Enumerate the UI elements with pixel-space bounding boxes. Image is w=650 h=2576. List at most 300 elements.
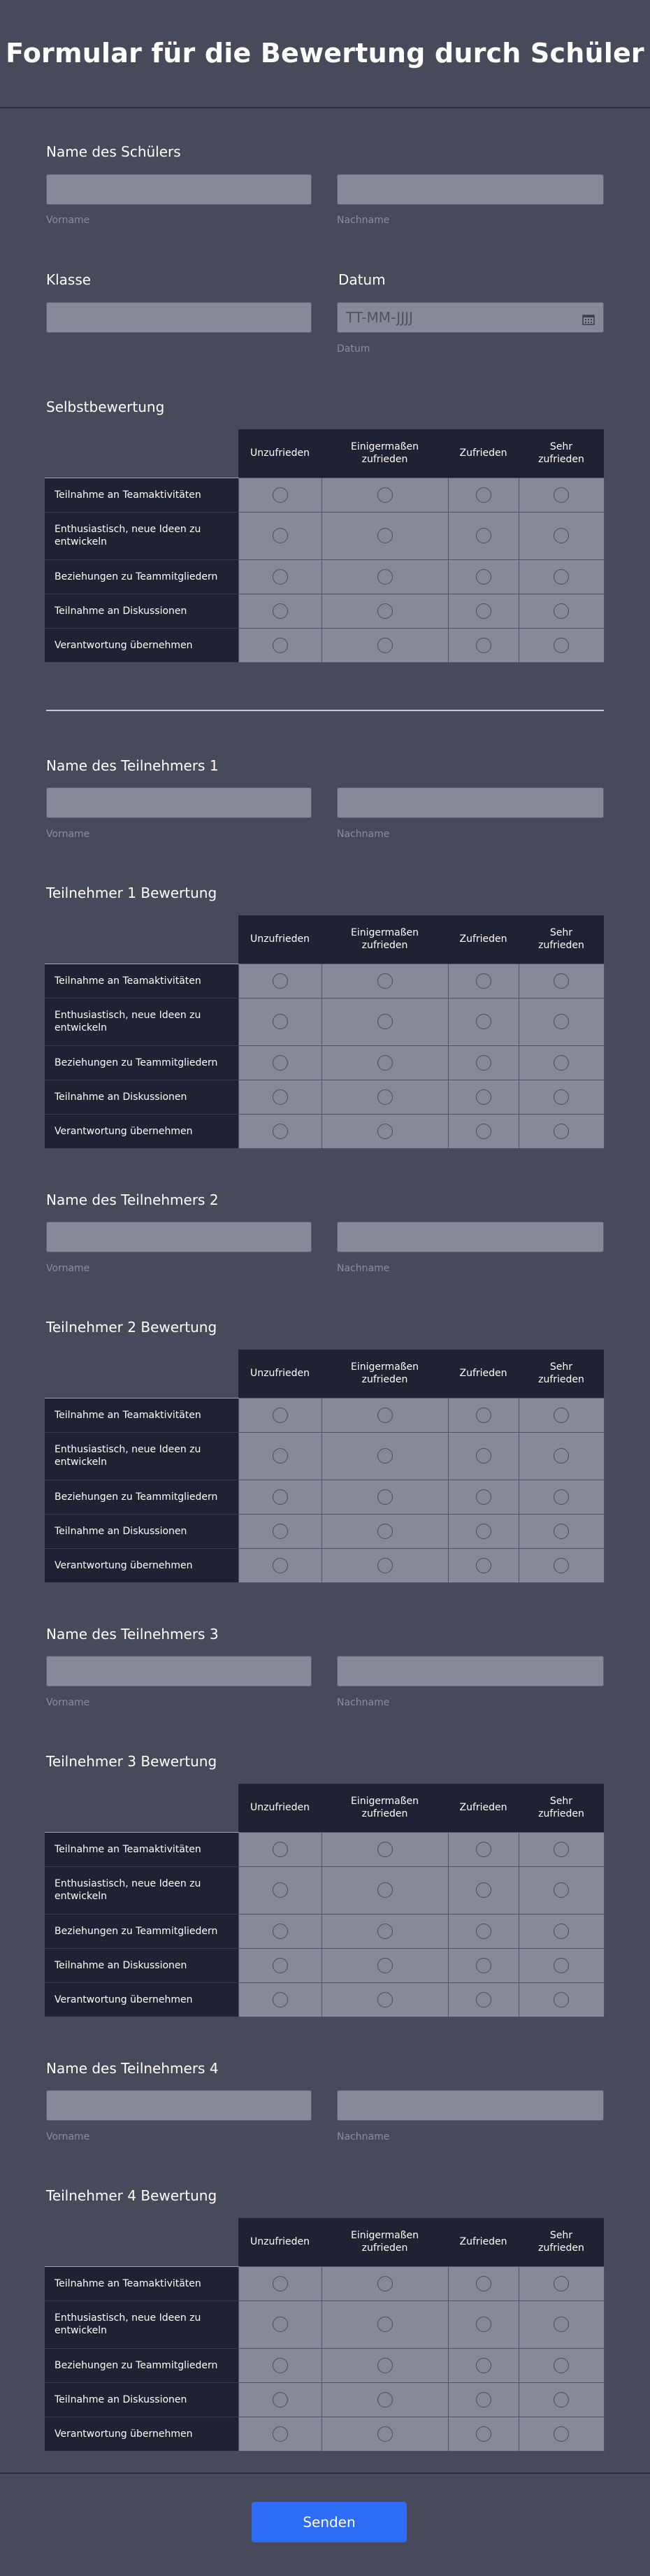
p1-radio-3-zufrieden[interactable] (476, 1055, 491, 1071)
matrix-cell (448, 998, 519, 1045)
p3-radio-3-einigermassen[interactable] (377, 1924, 393, 1939)
p2-radio-4-einigermassen[interactable] (377, 1524, 393, 1539)
p1-radio-1-sehr[interactable] (554, 973, 569, 989)
participant-2-last-name-sublabel: Nachname (337, 1263, 390, 1274)
matrix-row-label: Teilnahme an Teamaktivitäten (45, 964, 238, 998)
matrix-row-label: Teilnahme an Diskussionen (45, 1080, 238, 1114)
p4-radio-2-sehr[interactable] (554, 2317, 569, 2332)
p3-radio-4-zufrieden[interactable] (476, 1958, 491, 1973)
matrix-row (45, 1514, 604, 1548)
matrix-row (45, 1832, 604, 1866)
p3-radio-2-einigermassen[interactable] (377, 1882, 393, 1898)
matrix-row (45, 1045, 604, 1080)
submit-button[interactable]: Senden (252, 2502, 407, 2542)
matrix-cell (238, 2266, 322, 2300)
p1-radio-2-sehr[interactable] (554, 1014, 569, 1029)
matrix-cell (519, 559, 604, 594)
matrix-cell (238, 998, 322, 1045)
p1-radio-2-zufrieden[interactable] (476, 1014, 491, 1029)
p2-radio-1-zufrieden[interactable] (476, 1408, 491, 1423)
matrix-cell (519, 1948, 604, 1982)
calendar-icon[interactable] (582, 312, 595, 323)
self-radio-5-zufrieden[interactable] (476, 638, 491, 653)
self-evaluation-matrix (45, 429, 605, 663)
p4-radio-2-einigermassen[interactable] (377, 2317, 393, 2332)
p2-radio-2-zufrieden[interactable] (476, 1448, 491, 1464)
p4-radio-2-zufrieden[interactable] (476, 2317, 491, 2332)
matrix-row (45, 1480, 604, 1514)
matrix-column-header: Einigermaßen zufrieden (322, 915, 448, 964)
matrix-row (45, 1398, 604, 1432)
p3-radio-1-sehr[interactable] (554, 1842, 569, 1857)
matrix-cell (448, 1480, 519, 1514)
matrix-cell (238, 2417, 322, 2451)
participant-3-last-name-sublabel: Nachname (337, 1697, 390, 1708)
p2-radio-4-sehr[interactable] (554, 1524, 569, 1539)
p3-radio-2-unzufrieden[interactable] (273, 1882, 288, 1898)
participant-2-first-name-input[interactable] (46, 1222, 312, 1252)
matrix-row (45, 559, 604, 594)
participant-4-evaluation-matrix (45, 2218, 605, 2452)
p1-radio-3-unzufrieden[interactable] (273, 1055, 288, 1071)
p1-radio-4-unzufrieden[interactable] (273, 1089, 288, 1105)
participant-2-evaluation-label: Teilnehmer 2 Bewertung (46, 1319, 217, 1336)
matrix-cell (448, 2348, 519, 2382)
p3-radio-3-zufrieden[interactable] (476, 1924, 491, 1939)
matrix-row (45, 512, 604, 559)
p1-radio-4-einigermassen[interactable] (377, 1089, 393, 1105)
matrix-column-header: Unzufrieden (238, 915, 322, 964)
page-title: Formular für die Bewertung durch Schüler (6, 37, 644, 69)
matrix-column-header: Einigermaßen zufrieden (322, 1350, 448, 1398)
matrix-row-label: Enthusiastisch, neue Ideen zu entwickeln (45, 1866, 238, 1914)
p1-radio-4-sehr[interactable] (554, 1089, 569, 1105)
p3-radio-1-unzufrieden[interactable] (273, 1842, 288, 1857)
participant-2-first-name-sublabel: Vorname (46, 1263, 90, 1274)
student-last-name-input[interactable] (337, 174, 604, 205)
p2-radio-3-sehr[interactable] (554, 1489, 569, 1505)
p1-radio-2-einigermassen[interactable] (377, 1014, 393, 1029)
matrix-cell (519, 1514, 604, 1548)
participant-1-evaluation-label: Teilnehmer 1 Bewertung (46, 885, 217, 901)
p2-radio-5-einigermassen[interactable] (377, 1558, 393, 1573)
matrix-row (45, 1914, 604, 1948)
p1-radio-5-unzufrieden[interactable] (273, 1124, 288, 1139)
matrix-row (45, 1982, 604, 2017)
matrix-cell (322, 559, 448, 594)
matrix-cell (322, 2382, 448, 2417)
matrix-cell (519, 1114, 604, 1148)
matrix-cell (448, 1432, 519, 1480)
matrix-cell (238, 1866, 322, 1914)
matrix-column-header: Sehr zufrieden (519, 1784, 604, 1832)
matrix-column-header: Unzufrieden (238, 1784, 322, 1832)
participant-2-evaluation-matrix (45, 1350, 605, 1583)
p3-radio-5-sehr[interactable] (554, 1992, 569, 2008)
matrix-column-header: Sehr zufrieden (519, 915, 604, 964)
p3-radio-5-einigermassen[interactable] (377, 1992, 393, 2008)
matrix-cell (448, 2417, 519, 2451)
participant-1-last-name-input[interactable] (337, 787, 604, 818)
p2-radio-3-unzufrieden[interactable] (273, 1489, 288, 1505)
date-label: Datum (338, 271, 386, 288)
matrix-cell (519, 2382, 604, 2417)
form-header (0, 0, 650, 108)
p3-radio-4-sehr[interactable] (554, 1958, 569, 1973)
matrix-cell (519, 478, 604, 512)
matrix-cell (322, 2348, 448, 2382)
p3-radio-3-unzufrieden[interactable] (273, 1924, 288, 1939)
matrix-cell (238, 594, 322, 628)
p1-radio-1-zufrieden[interactable] (476, 973, 491, 989)
matrix-cell (322, 1114, 448, 1148)
self-radio-2-einigermassen[interactable] (377, 528, 393, 543)
self-radio-4-zufrieden[interactable] (476, 603, 491, 619)
matrix-cell (448, 1114, 519, 1148)
matrix-column-header: Einigermaßen zufrieden (322, 1784, 448, 1832)
p4-radio-1-sehr[interactable] (554, 2276, 569, 2291)
participant-4-evaluation-label: Teilnehmer 4 Bewertung (46, 2187, 217, 2204)
p4-radio-2-unzufrieden[interactable] (273, 2317, 288, 2332)
participant-4-first-name-sublabel: Vorname (46, 2131, 90, 2142)
matrix-cell (448, 2382, 519, 2417)
participant-3-last-name-input[interactable] (337, 1656, 604, 1687)
matrix-cell (322, 998, 448, 1045)
self-radio-3-sehr[interactable] (554, 569, 569, 585)
matrix-row (45, 1948, 604, 1982)
matrix-cell (448, 964, 519, 998)
matrix-cell (322, 1514, 448, 1548)
matrix-corner (45, 1784, 238, 1832)
matrix-row (45, 628, 604, 662)
self-radio-1-sehr[interactable] (554, 487, 569, 503)
participant-4-name-label: Name des Teilnehmers 4 (46, 2060, 219, 2077)
matrix-cell (238, 1480, 322, 1514)
matrix-cell (322, 1866, 448, 1914)
student-name-label: Name des Schülers (46, 143, 181, 160)
self-radio-3-zufrieden[interactable] (476, 569, 491, 585)
matrix-cell (238, 1548, 322, 1582)
p4-radio-3-einigermassen[interactable] (377, 2358, 393, 2373)
matrix-row-label: Enthusiastisch, neue Ideen zu entwickeln (45, 2300, 238, 2348)
matrix-cell (448, 2266, 519, 2300)
self-radio-4-unzufrieden[interactable] (273, 603, 288, 619)
matrix-cell (322, 2417, 448, 2451)
p4-radio-4-unzufrieden[interactable] (273, 2392, 288, 2407)
p3-radio-5-unzufrieden[interactable] (273, 1992, 288, 2008)
p3-radio-4-unzufrieden[interactable] (273, 1958, 288, 1973)
matrix-cell (238, 1080, 322, 1114)
p1-radio-2-unzufrieden[interactable] (273, 1014, 288, 1029)
self-radio-1-zufrieden[interactable] (476, 487, 491, 503)
participant-4-last-name-sublabel: Nachname (337, 2131, 390, 2142)
p1-radio-5-zufrieden[interactable] (476, 1124, 491, 1139)
matrix-cell (448, 559, 519, 594)
participant-1-name-label: Name des Teilnehmers 1 (46, 757, 219, 774)
self-radio-2-unzufrieden[interactable] (273, 528, 288, 543)
matrix-cell (448, 1832, 519, 1866)
matrix-cell (519, 1080, 604, 1114)
matrix-cell (519, 2266, 604, 2300)
matrix-row-label: Teilnahme an Teamaktivitäten (45, 478, 238, 512)
matrix-cell (322, 628, 448, 662)
matrix-column-header: Unzufrieden (238, 2218, 322, 2266)
matrix-cell (519, 2417, 604, 2451)
matrix-cell (448, 1514, 519, 1548)
self-radio-1-unzufrieden[interactable] (273, 487, 288, 503)
matrix-row (45, 1866, 604, 1914)
participant-1-first-name-input[interactable] (46, 787, 312, 818)
self-radio-3-einigermassen[interactable] (377, 569, 393, 585)
matrix-row (45, 2266, 604, 2300)
date-sublabel: Datum (337, 343, 370, 355)
matrix-cell (238, 559, 322, 594)
p1-radio-4-zufrieden[interactable] (476, 1089, 491, 1105)
matrix-cell (519, 2300, 604, 2348)
p4-radio-3-zufrieden[interactable] (476, 2358, 491, 2373)
matrix-cell (322, 1432, 448, 1480)
matrix-column-header: Unzufrieden (238, 1350, 322, 1398)
matrix-cell (238, 1432, 322, 1480)
matrix-cell (448, 1045, 519, 1080)
matrix-row-label: Teilnahme an Teamaktivitäten (45, 2266, 238, 2300)
p2-radio-1-sehr[interactable] (554, 1408, 569, 1423)
matrix-row (45, 964, 604, 998)
matrix-row-label: Verantwortung übernehmen (45, 1548, 238, 1582)
p3-radio-4-einigermassen[interactable] (377, 1958, 393, 1973)
matrix-cell (322, 1398, 448, 1432)
matrix-cell (238, 964, 322, 998)
p3-radio-2-sehr[interactable] (554, 1882, 569, 1898)
matrix-corner (45, 915, 238, 964)
matrix-row (45, 2382, 604, 2417)
participant-3-first-name-input[interactable] (46, 1656, 312, 1687)
self-radio-3-unzufrieden[interactable] (273, 569, 288, 585)
matrix-cell (519, 1432, 604, 1480)
p2-radio-2-sehr[interactable] (554, 1448, 569, 1464)
matrix-cell (238, 512, 322, 559)
matrix-row (45, 1432, 604, 1480)
matrix-cell (322, 594, 448, 628)
matrix-column-header: Zufrieden (448, 1784, 519, 1832)
p4-radio-1-zufrieden[interactable] (476, 2276, 491, 2291)
p1-radio-5-sehr[interactable] (554, 1124, 569, 1139)
p3-radio-3-sehr[interactable] (554, 1924, 569, 1939)
matrix-cell (238, 1948, 322, 1982)
matrix-cell (238, 478, 322, 512)
p4-radio-3-unzufrieden[interactable] (273, 2358, 288, 2373)
participant-4-last-name-input[interactable] (337, 2090, 604, 2121)
matrix-cell (322, 1948, 448, 1982)
p4-radio-4-sehr[interactable] (554, 2392, 569, 2407)
matrix-row-label: Verantwortung übernehmen (45, 1982, 238, 2017)
matrix-cell (448, 1398, 519, 1432)
matrix-cell (322, 1832, 448, 1866)
matrix-row (45, 2300, 604, 2348)
p4-radio-5-sehr[interactable] (554, 2426, 569, 2442)
self-evaluation-label: Selbstbewertung (46, 399, 165, 415)
p2-radio-2-unzufrieden[interactable] (273, 1448, 288, 1464)
matrix-row-label: Beziehungen zu Teammitgliedern (45, 1045, 238, 1080)
p3-radio-1-zufrieden[interactable] (476, 1842, 491, 1857)
matrix-cell (448, 1866, 519, 1914)
matrix-cell (238, 1398, 322, 1432)
p4-radio-4-einigermassen[interactable] (377, 2392, 393, 2407)
student-first-name-sublabel: Vorname (46, 215, 90, 226)
matrix-cell (322, 512, 448, 559)
matrix-cell (322, 1982, 448, 2017)
p1-radio-5-einigermassen[interactable] (377, 1124, 393, 1139)
participant-2-name-label: Name des Teilnehmers 2 (46, 1192, 219, 1208)
matrix-cell (519, 2348, 604, 2382)
matrix-cell (238, 1832, 322, 1866)
matrix-row (45, 594, 604, 628)
matrix-corner (45, 2218, 238, 2266)
matrix-cell (448, 1948, 519, 1982)
p4-radio-4-zufrieden[interactable] (476, 2392, 491, 2407)
self-radio-2-zufrieden[interactable] (476, 528, 491, 543)
matrix-row (45, 1114, 604, 1148)
matrix-cell (519, 1398, 604, 1432)
form-footer (0, 2473, 650, 2576)
self-radio-1-einigermassen[interactable] (377, 487, 393, 503)
p2-radio-2-einigermassen[interactable] (377, 1448, 393, 1464)
p4-radio-5-zufrieden[interactable] (476, 2426, 491, 2442)
matrix-cell (238, 1045, 322, 1080)
student-first-name-input[interactable] (46, 174, 312, 205)
p2-radio-4-zufrieden[interactable] (476, 1524, 491, 1539)
matrix-cell (238, 2382, 322, 2417)
participant-3-evaluation-label: Teilnehmer 3 Bewertung (46, 1753, 217, 1770)
self-radio-4-einigermassen[interactable] (377, 603, 393, 619)
matrix-cell (448, 1080, 519, 1114)
matrix-row-label: Teilnahme an Diskussionen (45, 2382, 238, 2417)
matrix-cell (519, 1914, 604, 1948)
p1-radio-3-einigermassen[interactable] (377, 1055, 393, 1071)
matrix-column-header: Einigermaßen zufrieden (322, 2218, 448, 2266)
matrix-row (45, 998, 604, 1045)
matrix-row (45, 2417, 604, 2451)
p4-radio-3-sehr[interactable] (554, 2358, 569, 2373)
p4-radio-5-einigermassen[interactable] (377, 2426, 393, 2442)
class-input[interactable] (46, 302, 312, 333)
matrix-row-label: Enthusiastisch, neue Ideen zu entwickeln (45, 512, 238, 559)
participant-4-first-name-input[interactable] (46, 2090, 312, 2121)
p4-radio-1-unzufrieden[interactable] (273, 2276, 288, 2291)
matrix-row (45, 2348, 604, 2382)
matrix-cell (238, 1514, 322, 1548)
p3-radio-5-zufrieden[interactable] (476, 1992, 491, 2008)
matrix-cell (519, 1832, 604, 1866)
matrix-column-header: Zufrieden (448, 1350, 519, 1398)
self-radio-5-sehr[interactable] (554, 638, 569, 653)
self-radio-5-unzufrieden[interactable] (273, 638, 288, 653)
matrix-cell (519, 1982, 604, 2017)
matrix-row (45, 1080, 604, 1114)
p2-radio-1-unzufrieden[interactable] (273, 1408, 288, 1423)
matrix-cell (519, 998, 604, 1045)
p1-radio-3-sehr[interactable] (554, 1055, 569, 1071)
matrix-row-label: Verantwortung übernehmen (45, 2417, 238, 2451)
matrix-row (45, 1548, 604, 1582)
matrix-cell (322, 1080, 448, 1114)
matrix-column-header: Einigermaßen zufrieden (322, 429, 448, 478)
p2-radio-5-sehr[interactable] (554, 1558, 569, 1573)
p2-radio-5-unzufrieden[interactable] (273, 1558, 288, 1573)
p2-radio-1-einigermassen[interactable] (377, 1408, 393, 1423)
date-input[interactable] (337, 302, 604, 333)
matrix-row-label: Verantwortung übernehmen (45, 1114, 238, 1148)
matrix-row (45, 478, 604, 512)
p2-radio-5-zufrieden[interactable] (476, 1558, 491, 1573)
matrix-cell (322, 1480, 448, 1514)
matrix-cell (322, 2266, 448, 2300)
matrix-cell (238, 628, 322, 662)
matrix-cell (322, 478, 448, 512)
matrix-row-label: Enthusiastisch, neue Ideen zu entwickeln (45, 998, 238, 1045)
form-body (0, 108, 650, 2472)
matrix-cell (448, 512, 519, 559)
matrix-cell (519, 1866, 604, 1914)
matrix-column-header: Zufrieden (448, 2218, 519, 2266)
p2-radio-3-zufrieden[interactable] (476, 1489, 491, 1505)
p1-radio-1-unzufrieden[interactable] (273, 973, 288, 989)
matrix-row-label: Beziehungen zu Teammitgliedern (45, 559, 238, 594)
participant-1-evaluation-matrix (45, 915, 605, 1149)
matrix-row-label: Beziehungen zu Teammitgliedern (45, 1914, 238, 1948)
p2-radio-3-einigermassen[interactable] (377, 1489, 393, 1505)
p4-radio-1-einigermassen[interactable] (377, 2276, 393, 2291)
self-radio-5-einigermassen[interactable] (377, 638, 393, 653)
self-radio-2-sehr[interactable] (554, 528, 569, 543)
matrix-corner (45, 1350, 238, 1398)
p3-radio-2-zufrieden[interactable] (476, 1882, 491, 1898)
matrix-cell (519, 512, 604, 559)
matrix-cell (519, 594, 604, 628)
matrix-row-label: Beziehungen zu Teammitgliedern (45, 1480, 238, 1514)
student-last-name-sublabel: Nachname (337, 215, 390, 226)
matrix-column-header: Sehr zufrieden (519, 1350, 604, 1398)
matrix-cell (519, 1548, 604, 1582)
matrix-corner (45, 429, 238, 478)
matrix-cell (448, 1914, 519, 1948)
p1-radio-1-einigermassen[interactable] (377, 973, 393, 989)
matrix-row-label: Teilnahme an Diskussionen (45, 1514, 238, 1548)
self-radio-4-sehr[interactable] (554, 603, 569, 619)
participant-1-first-name-sublabel: Vorname (46, 829, 90, 840)
matrix-row-label: Teilnahme an Diskussionen (45, 594, 238, 628)
matrix-cell (519, 628, 604, 662)
p2-radio-4-unzufrieden[interactable] (273, 1524, 288, 1539)
p4-radio-5-unzufrieden[interactable] (273, 2426, 288, 2442)
matrix-cell (448, 1548, 519, 1582)
matrix-column-header: Zufrieden (448, 915, 519, 964)
p3-radio-1-einigermassen[interactable] (377, 1842, 393, 1857)
section-divider (46, 710, 604, 711)
matrix-cell (238, 1914, 322, 1948)
matrix-cell (519, 1480, 604, 1514)
matrix-cell (238, 2348, 322, 2382)
matrix-cell (519, 1045, 604, 1080)
matrix-cell (448, 1982, 519, 2017)
matrix-column-header: Unzufrieden (238, 429, 322, 478)
matrix-cell (448, 594, 519, 628)
participant-3-name-label: Name des Teilnehmers 3 (46, 1626, 219, 1643)
matrix-cell (322, 2300, 448, 2348)
matrix-cell (238, 2300, 322, 2348)
participant-2-last-name-input[interactable] (337, 1222, 604, 1252)
matrix-row-label: Verantwortung übernehmen (45, 628, 238, 662)
